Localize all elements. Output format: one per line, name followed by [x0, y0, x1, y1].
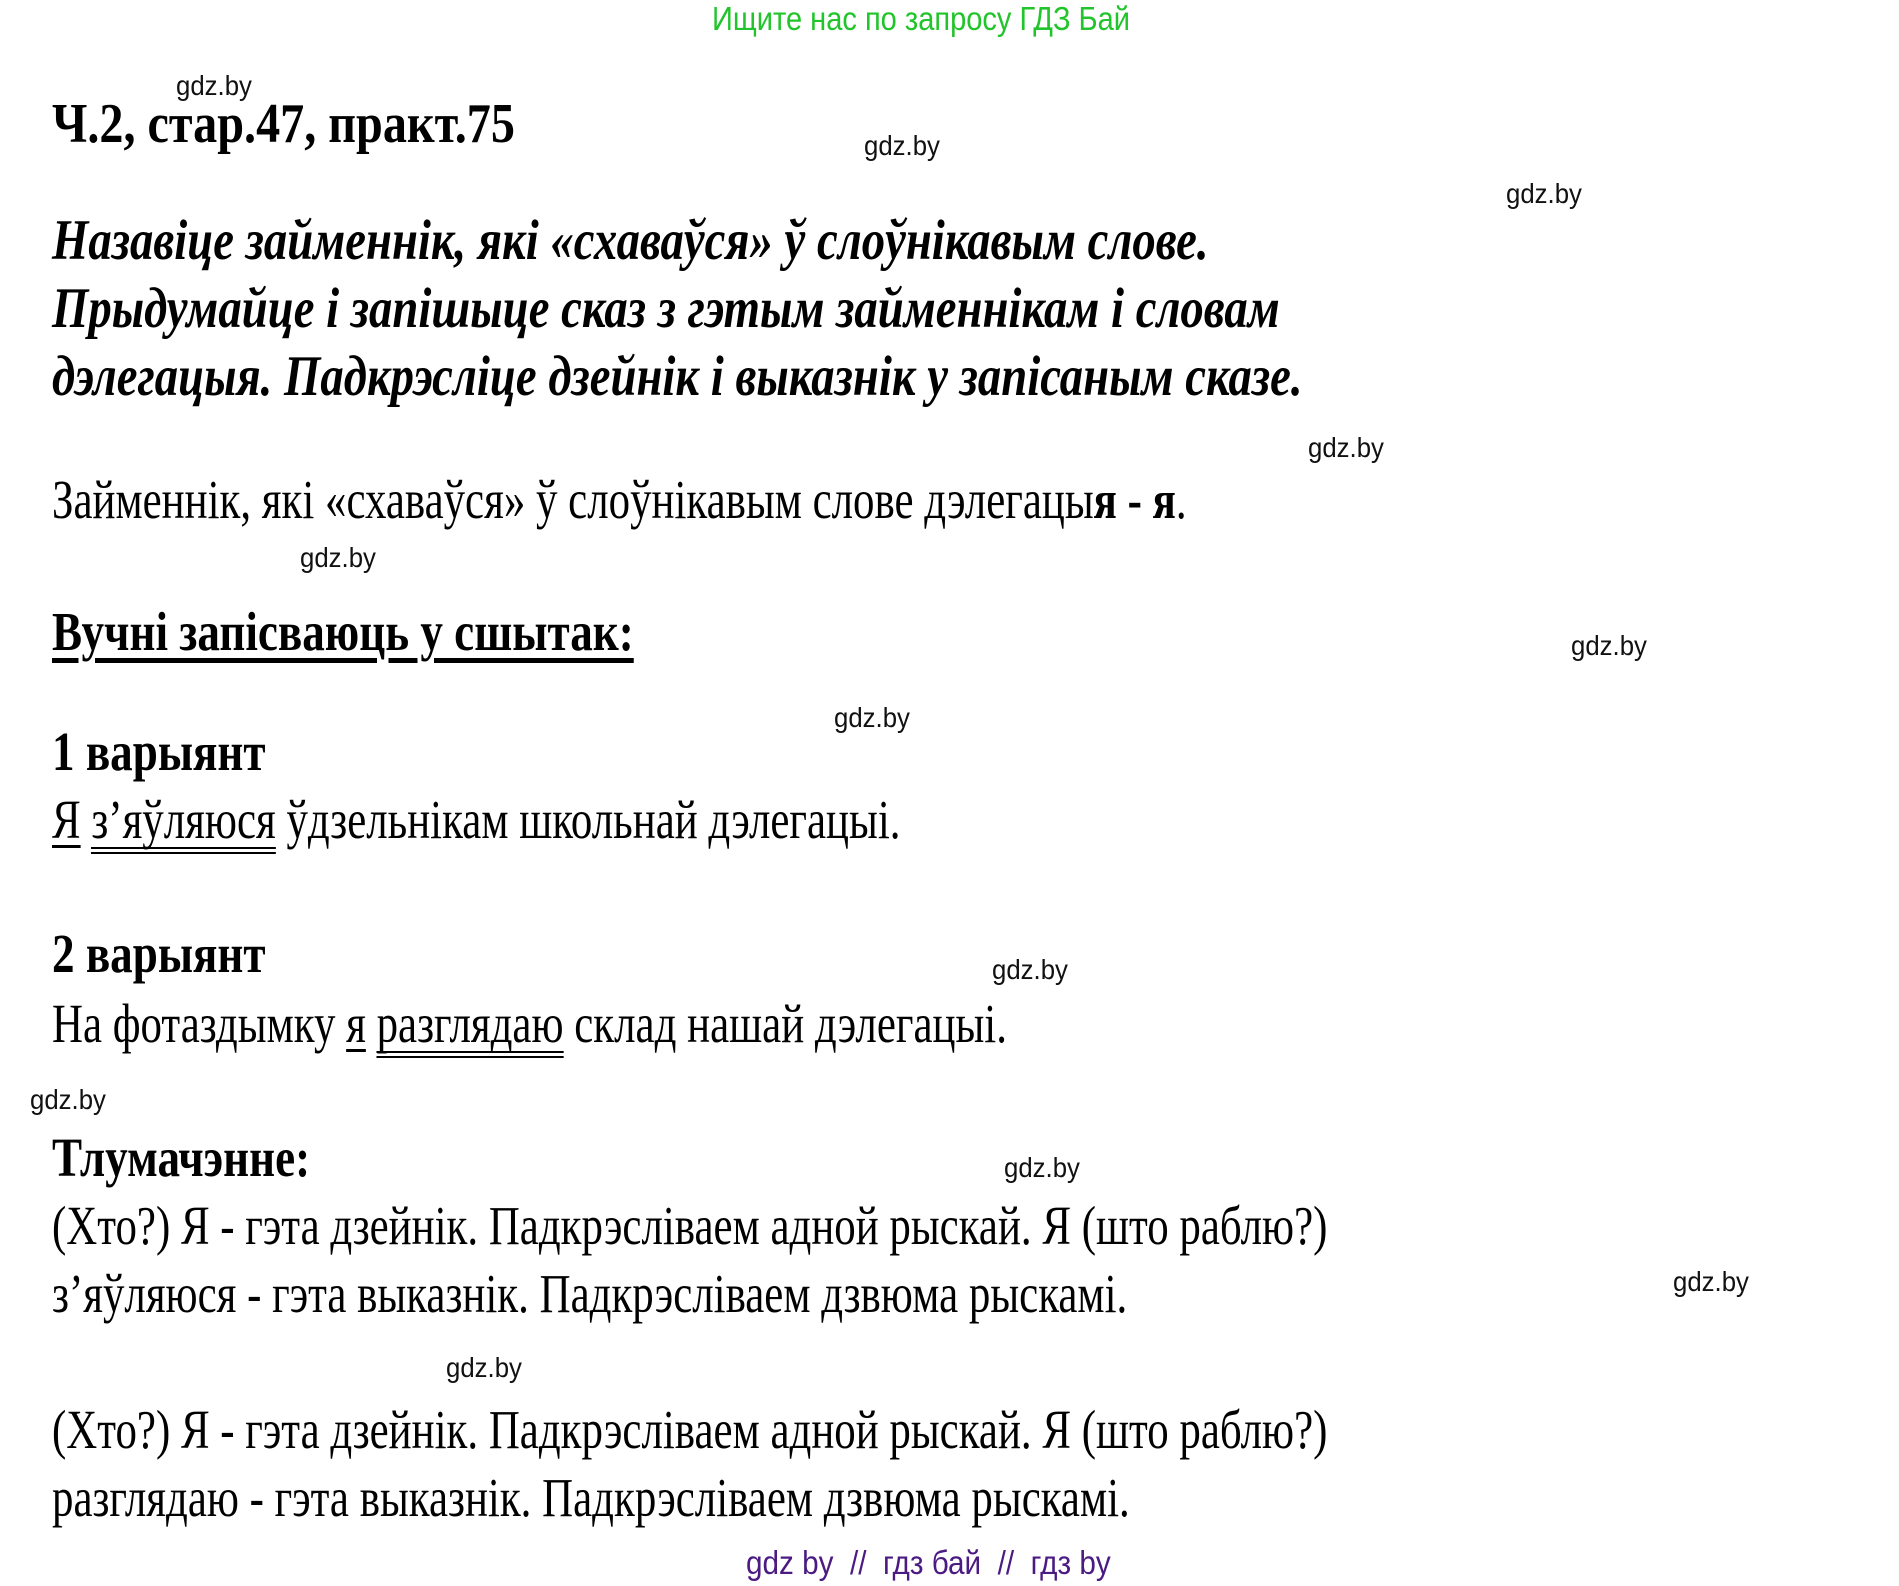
watermark: gdz.by — [834, 702, 910, 733]
watermark: gdz.by — [1308, 432, 1384, 463]
predicate-double-underlined: з’яўляюся — [91, 792, 275, 854]
notebook-heading: Вучні запісваюць у сшытак: — [52, 601, 634, 662]
watermark: gdz.by — [1004, 1152, 1080, 1183]
watermark: gdz.by — [1571, 630, 1647, 661]
answer-suffix: . — [1175, 469, 1187, 530]
watermark: gdz.by — [992, 954, 1068, 985]
predicate-double-underlined: разглядаю — [377, 996, 564, 1058]
search-banner: Ищите нас по запросу ГДЗ Бай — [712, 0, 1130, 37]
task-line-3: дэлегацыя. Падкрэсліце дзейнік і выказнік у запісаным сказе. — [52, 345, 1303, 408]
explanation-line: разглядаю - гэта выказнік. Падкрэсліваем дзвюма рыскамі. — [52, 1467, 1130, 1528]
explanation-line: з’яўляюся - гэта выказнік. Падкрэсліваем дзвюма рыскамі. — [52, 1263, 1128, 1324]
sentence-rest: склад нашай дэлегацыі. — [563, 993, 1007, 1054]
watermark: gdz.by — [30, 1084, 106, 1115]
watermark: gdz.by — [176, 70, 252, 101]
sentence-rest: ўдзельнікам школьнай дэлегацыі. — [275, 789, 901, 850]
watermark: gdz.by — [446, 1352, 522, 1383]
sentence-lead: На фотаздымку — [52, 993, 347, 1054]
footer-watermark: gdz by // гдз бай // гдз by — [746, 1544, 1111, 1581]
answer-text: Займеннік, які «схаваўся» ў слоўнікавым слове дэлегацы — [52, 469, 1094, 530]
watermark: gdz.by — [300, 542, 376, 573]
subject-underlined: я — [346, 993, 366, 1054]
variant-1-label: 1 варыянт — [52, 721, 266, 782]
task-line-1: Назавіце займеннік, які «схаваўся» ў слоўнікавым слове. — [52, 209, 1209, 272]
page-title: Ч.2, стар.47, практ.75 — [52, 93, 515, 155]
variant-2-sentence — [52, 992, 1007, 1058]
answer-line — [52, 468, 1187, 531]
watermark: gdz.by — [1673, 1266, 1749, 1297]
variant-2-label: 2 варыянт — [52, 923, 266, 984]
explanation-line: (Хто?) Я - гэта дзейнік. Падкрэсліваем адной рыскай. Я (што раблю?) — [52, 1195, 1328, 1256]
watermark: gdz.by — [864, 130, 940, 161]
watermark: gdz.by — [1506, 178, 1582, 209]
answer-bold: я - я — [1093, 469, 1176, 530]
task-line-2: Прыдумайце і запішыце сказ з гэтым займеннікам і словам — [52, 277, 1280, 340]
subject-underlined: Я — [52, 789, 81, 850]
explanation-heading: Тлумачэнне: — [52, 1127, 311, 1188]
variant-1-sentence — [52, 788, 900, 854]
explanation-line: (Хто?) Я - гэта дзейнік. Падкрэсліваем адной рыскай. Я (што раблю?) — [52, 1399, 1328, 1460]
